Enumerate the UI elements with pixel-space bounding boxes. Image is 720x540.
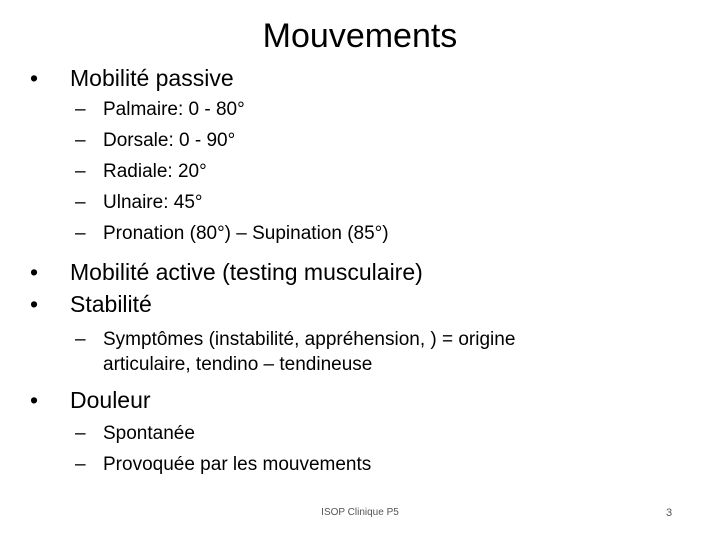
bullet-text: Stabilité bbox=[70, 291, 152, 317]
sub-item-text-line2: articulaire, tendino – tendineuse bbox=[103, 354, 373, 375]
bullet-icon: • bbox=[30, 65, 39, 91]
dash-icon: – bbox=[75, 161, 86, 182]
dash-icon: – bbox=[75, 329, 86, 350]
dash-icon: – bbox=[75, 99, 86, 120]
sub-item-text-line1: Symptômes (instabilité, appréhension, ) = origine bbox=[103, 329, 516, 350]
sub-item-radiale bbox=[75, 159, 207, 184]
dash-icon: – bbox=[75, 223, 86, 244]
bullet-stabilite bbox=[30, 290, 152, 318]
sub-item-spontanee bbox=[75, 421, 195, 446]
sub-item-text: Pronation (80°) – Supination (85°) bbox=[103, 223, 389, 244]
sub-item-text: Palmaire: 0 - 80° bbox=[103, 99, 245, 120]
dash-icon: – bbox=[75, 192, 86, 213]
sub-item-dorsale bbox=[75, 128, 235, 153]
slide-title-text: Mouvements bbox=[262, 17, 458, 55]
bullet-icon: • bbox=[30, 259, 39, 285]
bullet-icon: • bbox=[30, 291, 39, 317]
sub-item-text: Dorsale: 0 - 90° bbox=[103, 130, 236, 151]
slide-footer: ISOP Clinique P5 bbox=[321, 507, 399, 518]
bullet-mobilite-active bbox=[30, 258, 423, 286]
bullet-icon: • bbox=[30, 387, 39, 413]
bullet-mobilite-passive bbox=[30, 64, 234, 92]
sub-item-text: Provoquée par les mouvements bbox=[103, 454, 372, 475]
sub-item-provoquee bbox=[75, 452, 371, 477]
sub-item-text: Radiale: 20° bbox=[103, 161, 207, 182]
bullet-douleur bbox=[30, 386, 151, 414]
sub-item-symptomes-continued bbox=[75, 352, 372, 377]
sub-item-symptomes bbox=[75, 327, 515, 352]
sub-item-text: Spontanée bbox=[103, 423, 195, 444]
bullet-text: Douleur bbox=[70, 387, 151, 413]
dash-icon: – bbox=[75, 130, 86, 151]
page-number: 3 bbox=[666, 507, 673, 519]
sub-item-pronation bbox=[75, 221, 389, 246]
sub-item-text: Ulnaire: 45° bbox=[103, 192, 203, 213]
dash-icon: – bbox=[75, 423, 86, 444]
dash-icon: – bbox=[75, 454, 86, 475]
sub-item-ulnaire bbox=[75, 190, 202, 215]
bullet-text: Mobilité passive bbox=[70, 65, 234, 91]
sub-item-palmaire bbox=[75, 97, 245, 122]
bullet-text: Mobilité active (testing musculaire) bbox=[70, 259, 423, 285]
slide-title bbox=[0, 14, 720, 58]
